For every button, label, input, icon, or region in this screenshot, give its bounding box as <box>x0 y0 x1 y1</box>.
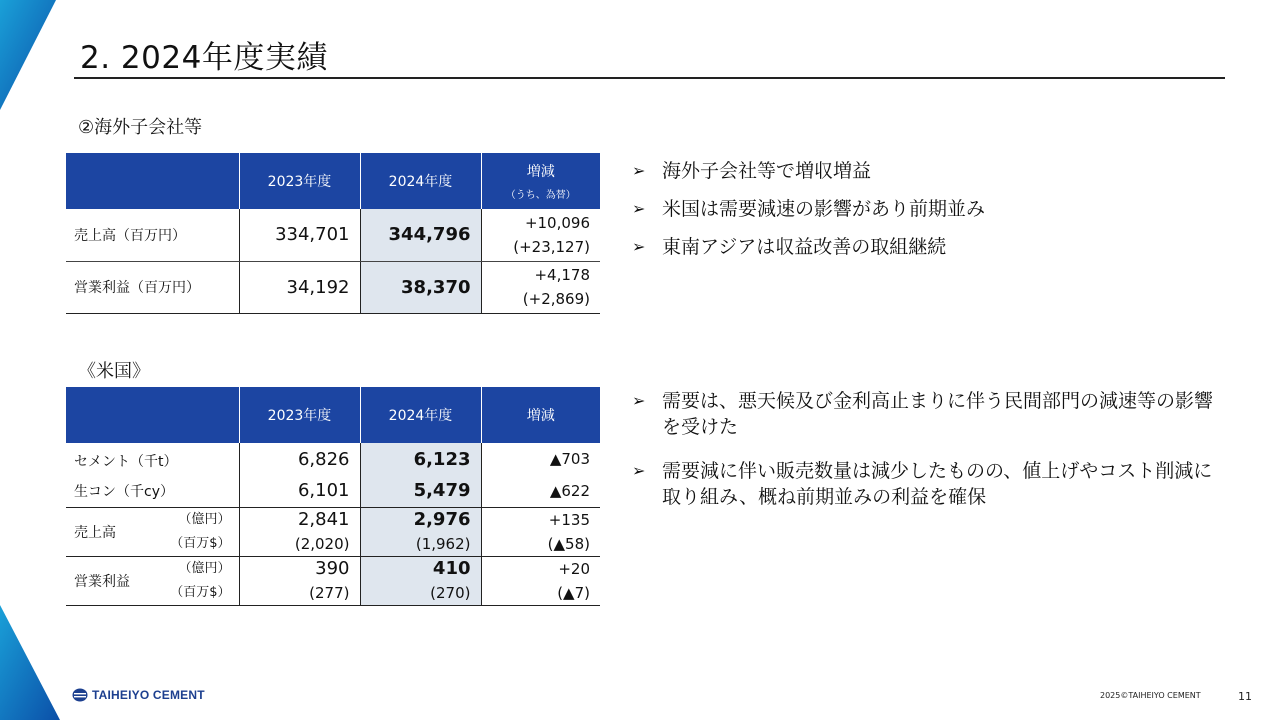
copyright-footer: 2025©TAIHEIYO CEMENT <box>1100 691 1201 700</box>
value-2023: 334,701 <box>239 209 360 261</box>
bullet-text: 需要は、悪天候及び金利高止まりに伴う民間部門の減速等の影響を受けた <box>662 390 1214 438</box>
value-yen: 2,841 <box>297 508 350 530</box>
bullet-text: 米国は需要減速の影響があり前期並み <box>662 198 986 220</box>
row-units <box>151 556 239 605</box>
change-value: +4,178 <box>534 266 590 284</box>
arrow-bullet-icon: ➢ <box>632 391 646 410</box>
value-change: ▲703 <box>481 443 600 475</box>
table-row <box>66 209 600 261</box>
row-label: 売上高 <box>66 507 151 556</box>
page-number: 11 <box>1238 690 1252 703</box>
corner-accent-bottom <box>0 605 60 720</box>
change-usd: (▲58) <box>547 534 590 553</box>
arrow-bullet-icon: ➢ <box>632 237 646 256</box>
header-blank <box>66 153 239 209</box>
value-yen: 410 <box>432 557 471 579</box>
value-2024: 38,370 <box>360 261 481 313</box>
section-heading-overseas: ②海外子会社等 <box>78 117 203 138</box>
unit-million-usd: （百万$） <box>170 584 231 600</box>
page-title: 2. 2024年度実績 <box>80 40 328 76</box>
value-change: ▲622 <box>481 475 600 507</box>
header-2024: 2024年度 <box>360 387 481 443</box>
value-2024 <box>360 507 481 556</box>
table-row <box>66 507 600 556</box>
value-usd: (270) <box>430 583 471 602</box>
value-2023: 6,826 <box>239 443 360 475</box>
bullets-overseas <box>630 158 985 272</box>
unit-oku-yen: （億円） <box>178 560 231 576</box>
fx-value: (+23,127) <box>513 237 590 256</box>
arrow-bullet-icon: ➢ <box>632 199 646 218</box>
value-2023: 34,192 <box>239 261 360 313</box>
table-row <box>66 475 600 507</box>
bullet-text: 需要減に伴い販売数量は減少したものの、値上げやコスト削減に取り組み、概ね前期並みの利益を確保 <box>662 460 1213 508</box>
header-2023: 2023年度 <box>239 153 360 209</box>
company-logo <box>72 688 205 702</box>
row-label: 営業利益（百万円） <box>66 261 239 313</box>
bullet-item <box>630 388 1230 440</box>
row-label: 生コン（千cy） <box>66 475 239 507</box>
unit-million-usd: （百万$） <box>170 535 231 551</box>
value-2024: 6,123 <box>360 443 481 475</box>
row-label: 営業利益 <box>66 556 151 605</box>
value-change <box>481 556 600 605</box>
change-yen: +135 <box>548 510 590 529</box>
value-yen: 390 <box>315 557 350 579</box>
arrow-bullet-icon: ➢ <box>632 161 646 180</box>
bullet-item <box>630 158 985 184</box>
header-change <box>481 153 600 209</box>
value-2023: 6,101 <box>239 475 360 507</box>
value-yen: 2,976 <box>413 508 471 530</box>
change-usd: (▲7) <box>557 583 590 602</box>
table-row <box>66 261 600 313</box>
bullets-us <box>630 388 1230 522</box>
fx-value: (+2,869) <box>522 290 590 308</box>
value-2023 <box>239 556 360 605</box>
bullet-text: 海外子会社等で増収増益 <box>662 160 872 182</box>
value-usd: (2,020) <box>294 534 350 553</box>
value-usd: (277) <box>309 583 350 602</box>
row-units <box>151 507 239 556</box>
title-divider <box>74 77 1225 79</box>
header-2024: 2024年度 <box>360 153 481 209</box>
row-label: 売上高（百万円） <box>66 209 239 261</box>
value-usd: (1,962) <box>415 534 471 553</box>
bullet-item <box>630 234 985 260</box>
table-row <box>66 443 600 475</box>
change-yen: +20 <box>558 559 590 578</box>
logo-text: TAIHEIYO CEMENT <box>92 688 205 702</box>
header-change-label: 増減 <box>526 164 555 180</box>
arrow-bullet-icon: ➢ <box>632 461 646 480</box>
row-label: セメント（千t） <box>74 454 178 470</box>
header-2023: 2023年度 <box>239 387 360 443</box>
value-change <box>481 209 600 261</box>
value-2024: 5,479 <box>360 475 481 507</box>
header-change: 増減 <box>481 387 600 443</box>
table-header-row <box>66 153 600 209</box>
value-2024: 344,796 <box>360 209 481 261</box>
change-value: +10,096 <box>524 213 590 232</box>
bullet-text: 東南アジアは収益改善の取組継続 <box>662 236 947 258</box>
header-change-sub: （うち、為替） <box>505 190 576 201</box>
bullet-item <box>630 458 1230 510</box>
header-blank <box>66 387 239 443</box>
bullet-item <box>630 196 985 222</box>
us-results-table <box>66 387 600 606</box>
overseas-results-table <box>66 153 600 314</box>
value-change <box>481 261 600 313</box>
table-row <box>66 556 600 605</box>
value-2023 <box>239 507 360 556</box>
table-header-row <box>66 387 600 443</box>
section-heading-us: 《米国》 <box>78 361 150 382</box>
corner-accent-top <box>0 0 58 110</box>
value-2024 <box>360 556 481 605</box>
logo-mark-icon <box>72 688 88 702</box>
value-change <box>481 507 600 556</box>
unit-oku-yen: （億円） <box>178 511 231 527</box>
